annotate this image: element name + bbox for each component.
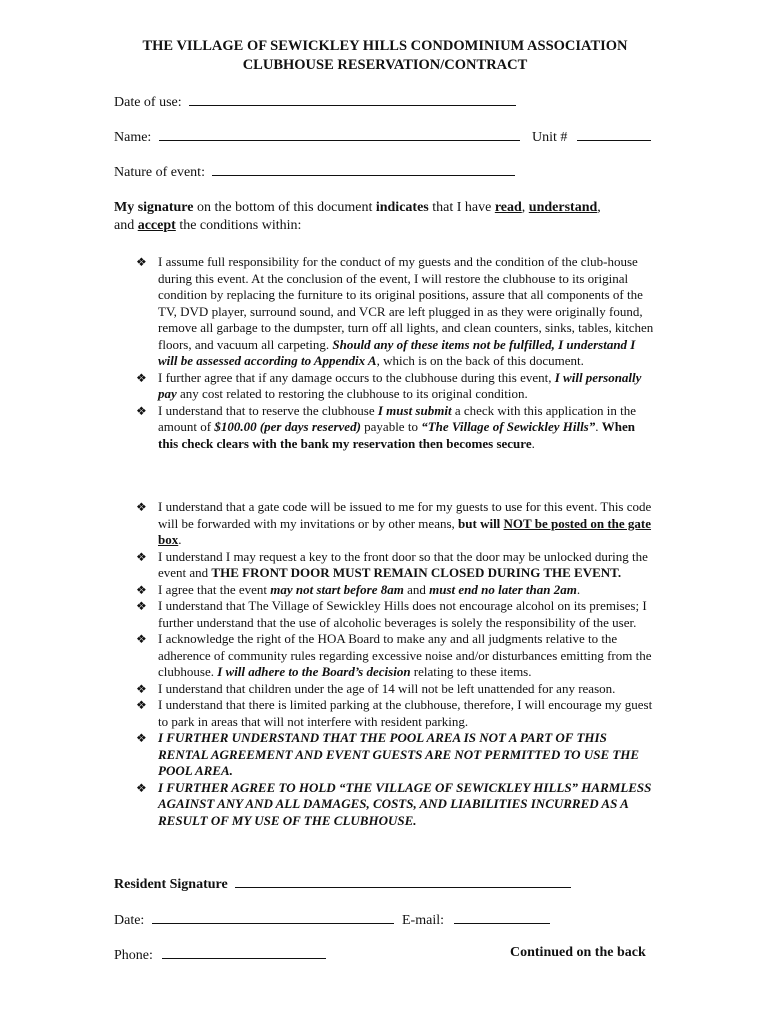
intro-text: , bbox=[521, 200, 529, 215]
date-row bbox=[114, 911, 394, 929]
diamond-bullet-icon: ❖ bbox=[136, 370, 147, 385]
diamond-bullet-icon: ❖ bbox=[136, 582, 147, 597]
item-text: I understand that children under the age of 14 will not be left unattended for any reason. bbox=[158, 680, 616, 696]
phone-row bbox=[114, 946, 326, 964]
nature-of-event-row bbox=[114, 163, 515, 181]
email-blank[interactable] bbox=[454, 911, 550, 924]
diamond-bullet-icon: ❖ bbox=[136, 255, 147, 269]
item-text: a check with this application in the amount of bbox=[158, 402, 637, 434]
diamond-bullet-icon: ❖ bbox=[136, 500, 147, 514]
date-of-use-blank[interactable] bbox=[189, 93, 516, 106]
list-item bbox=[136, 697, 658, 730]
item-text: Should any of these items not be fulfilled, I understand I will be assessed according to Appendix A bbox=[158, 336, 636, 368]
item-text: I understand that a gate code will be issued to me for my guests to use for this event. This code will be forwarded with my invitations or by other means, bbox=[158, 499, 652, 531]
item-text: I will adhere to the Board’s decision bbox=[217, 664, 411, 679]
item-text: may not start before 8am bbox=[270, 581, 404, 597]
item-text: I understand that The Village of Sewickley Hills does not encourage alcohol on its premises; I further understand that the use of alcoholic beverages is solely the responsibility of the user. bbox=[158, 598, 647, 630]
date-of-use-row bbox=[114, 93, 516, 111]
diamond-bullet-icon: ❖ bbox=[136, 549, 147, 564]
item-text: THE FRONT DOOR MUST REMAIN CLOSED DURING THE EVENT. bbox=[211, 565, 622, 580]
unit-row bbox=[532, 128, 651, 146]
name-label: Name: bbox=[114, 130, 152, 145]
intro-text: accept bbox=[137, 218, 176, 233]
diamond-bullet-icon: ❖ bbox=[136, 698, 147, 712]
conditions-list-1 bbox=[136, 254, 658, 452]
item-text: I FURTHER UNDERSTAND THAT THE POOL AREA IS NOT A PART OF THIS RENTAL AGREEMENT AND EVENT GUESTS ARE NOT PERMITTED TO USE THE POOL AREA. bbox=[158, 730, 640, 778]
unit-blank[interactable] bbox=[577, 128, 651, 141]
diamond-bullet-icon: ❖ bbox=[136, 780, 147, 795]
list-item bbox=[136, 780, 658, 830]
item-text: but will bbox=[458, 515, 504, 531]
item-text: payable to bbox=[360, 419, 422, 434]
intro-text: indicates bbox=[375, 200, 429, 215]
item-text: . bbox=[178, 532, 182, 547]
date-blank[interactable] bbox=[152, 911, 394, 924]
list-item bbox=[136, 499, 658, 549]
item-text: . bbox=[531, 435, 535, 451]
signature-blank[interactable] bbox=[235, 875, 571, 888]
item-text: I understand that there is limited parking at the clubhouse, therefore, I will encourage my guest to park in areas that will not interfere with resident parking. bbox=[158, 697, 653, 729]
intro-text: understand bbox=[528, 200, 598, 215]
item-text: I further agree that if any damage occurs to the clubhouse during this event, bbox=[158, 369, 555, 385]
list-item bbox=[136, 403, 658, 453]
diamond-bullet-icon: ❖ bbox=[136, 681, 147, 696]
item-text: I understand I may request a key to the front door so that the door may be unlocked during the event and bbox=[158, 548, 648, 580]
list-item bbox=[136, 631, 658, 681]
item-text: any cost related to restoring the clubhouse to its original condition. bbox=[176, 386, 528, 401]
nature-of-event-label: Nature of event: bbox=[114, 165, 205, 180]
item-text: . bbox=[595, 419, 602, 434]
form-title: CLUBHOUSE RESERVATION/CONTRACT bbox=[242, 57, 528, 73]
name-row bbox=[114, 128, 520, 146]
list-item bbox=[136, 598, 658, 631]
item-text: $100.00 (per days reserved) bbox=[214, 419, 361, 434]
item-text: , which is on the back of this document. bbox=[376, 353, 584, 368]
intro-text: , bbox=[597, 200, 601, 215]
item-text: When this check clears with the bank my reservation then becomes secure bbox=[158, 419, 635, 451]
diamond-bullet-icon: ❖ bbox=[136, 632, 147, 646]
item-text: and bbox=[403, 581, 430, 597]
diamond-bullet-icon: ❖ bbox=[136, 731, 147, 745]
item-text: . bbox=[576, 581, 581, 597]
resident-signature-row bbox=[114, 875, 571, 893]
date-label: Date: bbox=[114, 913, 145, 928]
item-text: I must submit bbox=[377, 402, 452, 418]
email-label: E-mail: bbox=[402, 913, 444, 928]
conditions-list-2 bbox=[136, 499, 658, 829]
diamond-bullet-icon: ❖ bbox=[136, 599, 147, 613]
item-text: I understand that to reserve the clubhouse bbox=[158, 402, 378, 418]
association-title: THE VILLAGE OF SEWICKLEY HILLS CONDOMINIUM ASSOCIATION bbox=[142, 38, 628, 54]
item-text: I FURTHER AGREE TO HOLD “THE VILLAGE OF SEWICKLEY HILLS” HARMLESS AGAINST ANY AND ALL DAMAGES, COSTS, AND LIABILITIES INCURRED AS A RESULT OF MY USE OF THE CLUBHOUSE. bbox=[158, 779, 652, 828]
diamond-bullet-icon: ❖ bbox=[136, 403, 147, 418]
continued-note: Continued on the back bbox=[510, 945, 646, 960]
item-text: relating to these items. bbox=[410, 664, 532, 679]
list-item bbox=[136, 730, 658, 780]
item-text: must end no later than 2am bbox=[429, 581, 577, 597]
nature-of-event-blank[interactable] bbox=[212, 163, 515, 176]
intro-text: read bbox=[494, 200, 522, 215]
intro-text: on the bottom of this document bbox=[193, 200, 376, 215]
list-item bbox=[136, 681, 658, 698]
item-text: NOT be posted on the gate box bbox=[158, 515, 652, 547]
item-text: “The Village of Sewickley Hills” bbox=[421, 419, 596, 434]
list-item bbox=[136, 582, 658, 599]
email-row bbox=[402, 911, 550, 929]
resident-signature-label: Resident Signature bbox=[114, 877, 228, 892]
intro-text: that I have bbox=[428, 200, 495, 215]
intro-text: and bbox=[114, 218, 138, 233]
phone-label: Phone: bbox=[114, 948, 153, 963]
item-text: I acknowledge the right of the HOA Board to make any and all judgments relative to the adherence of community rules regarding excessive noise and/or disturbances emitting from the clubhouse. bbox=[158, 631, 652, 679]
date-of-use-label: Date of use: bbox=[114, 95, 182, 110]
list-item bbox=[136, 254, 658, 370]
phone-blank[interactable] bbox=[162, 946, 326, 959]
intro-paragraph bbox=[114, 199, 674, 235]
intro-text: the conditions within: bbox=[175, 218, 302, 233]
list-item bbox=[136, 549, 658, 582]
item-text: I agree that the event bbox=[158, 581, 271, 597]
unit-label: Unit # bbox=[532, 130, 568, 145]
name-blank[interactable] bbox=[159, 128, 520, 141]
intro-text: My signature bbox=[114, 200, 194, 215]
item-text: I will personally pay bbox=[158, 369, 642, 401]
item-text: I assume full responsibility for the conduct of my guests and the condition of the club-house during this event. At the conclusion of the event, I will restore the clubhouse to its original condition by replacing the furniture to its original positions, assure that all components of the TV, DVD player, surround sound, and VCR are left plugged in as they were originally found, remove all garbage to the dumpster, turn off all lights, and clean counters, sinks, tables, kitchen floors, and vacuum all carpeting. bbox=[158, 254, 654, 352]
list-item bbox=[136, 370, 658, 403]
